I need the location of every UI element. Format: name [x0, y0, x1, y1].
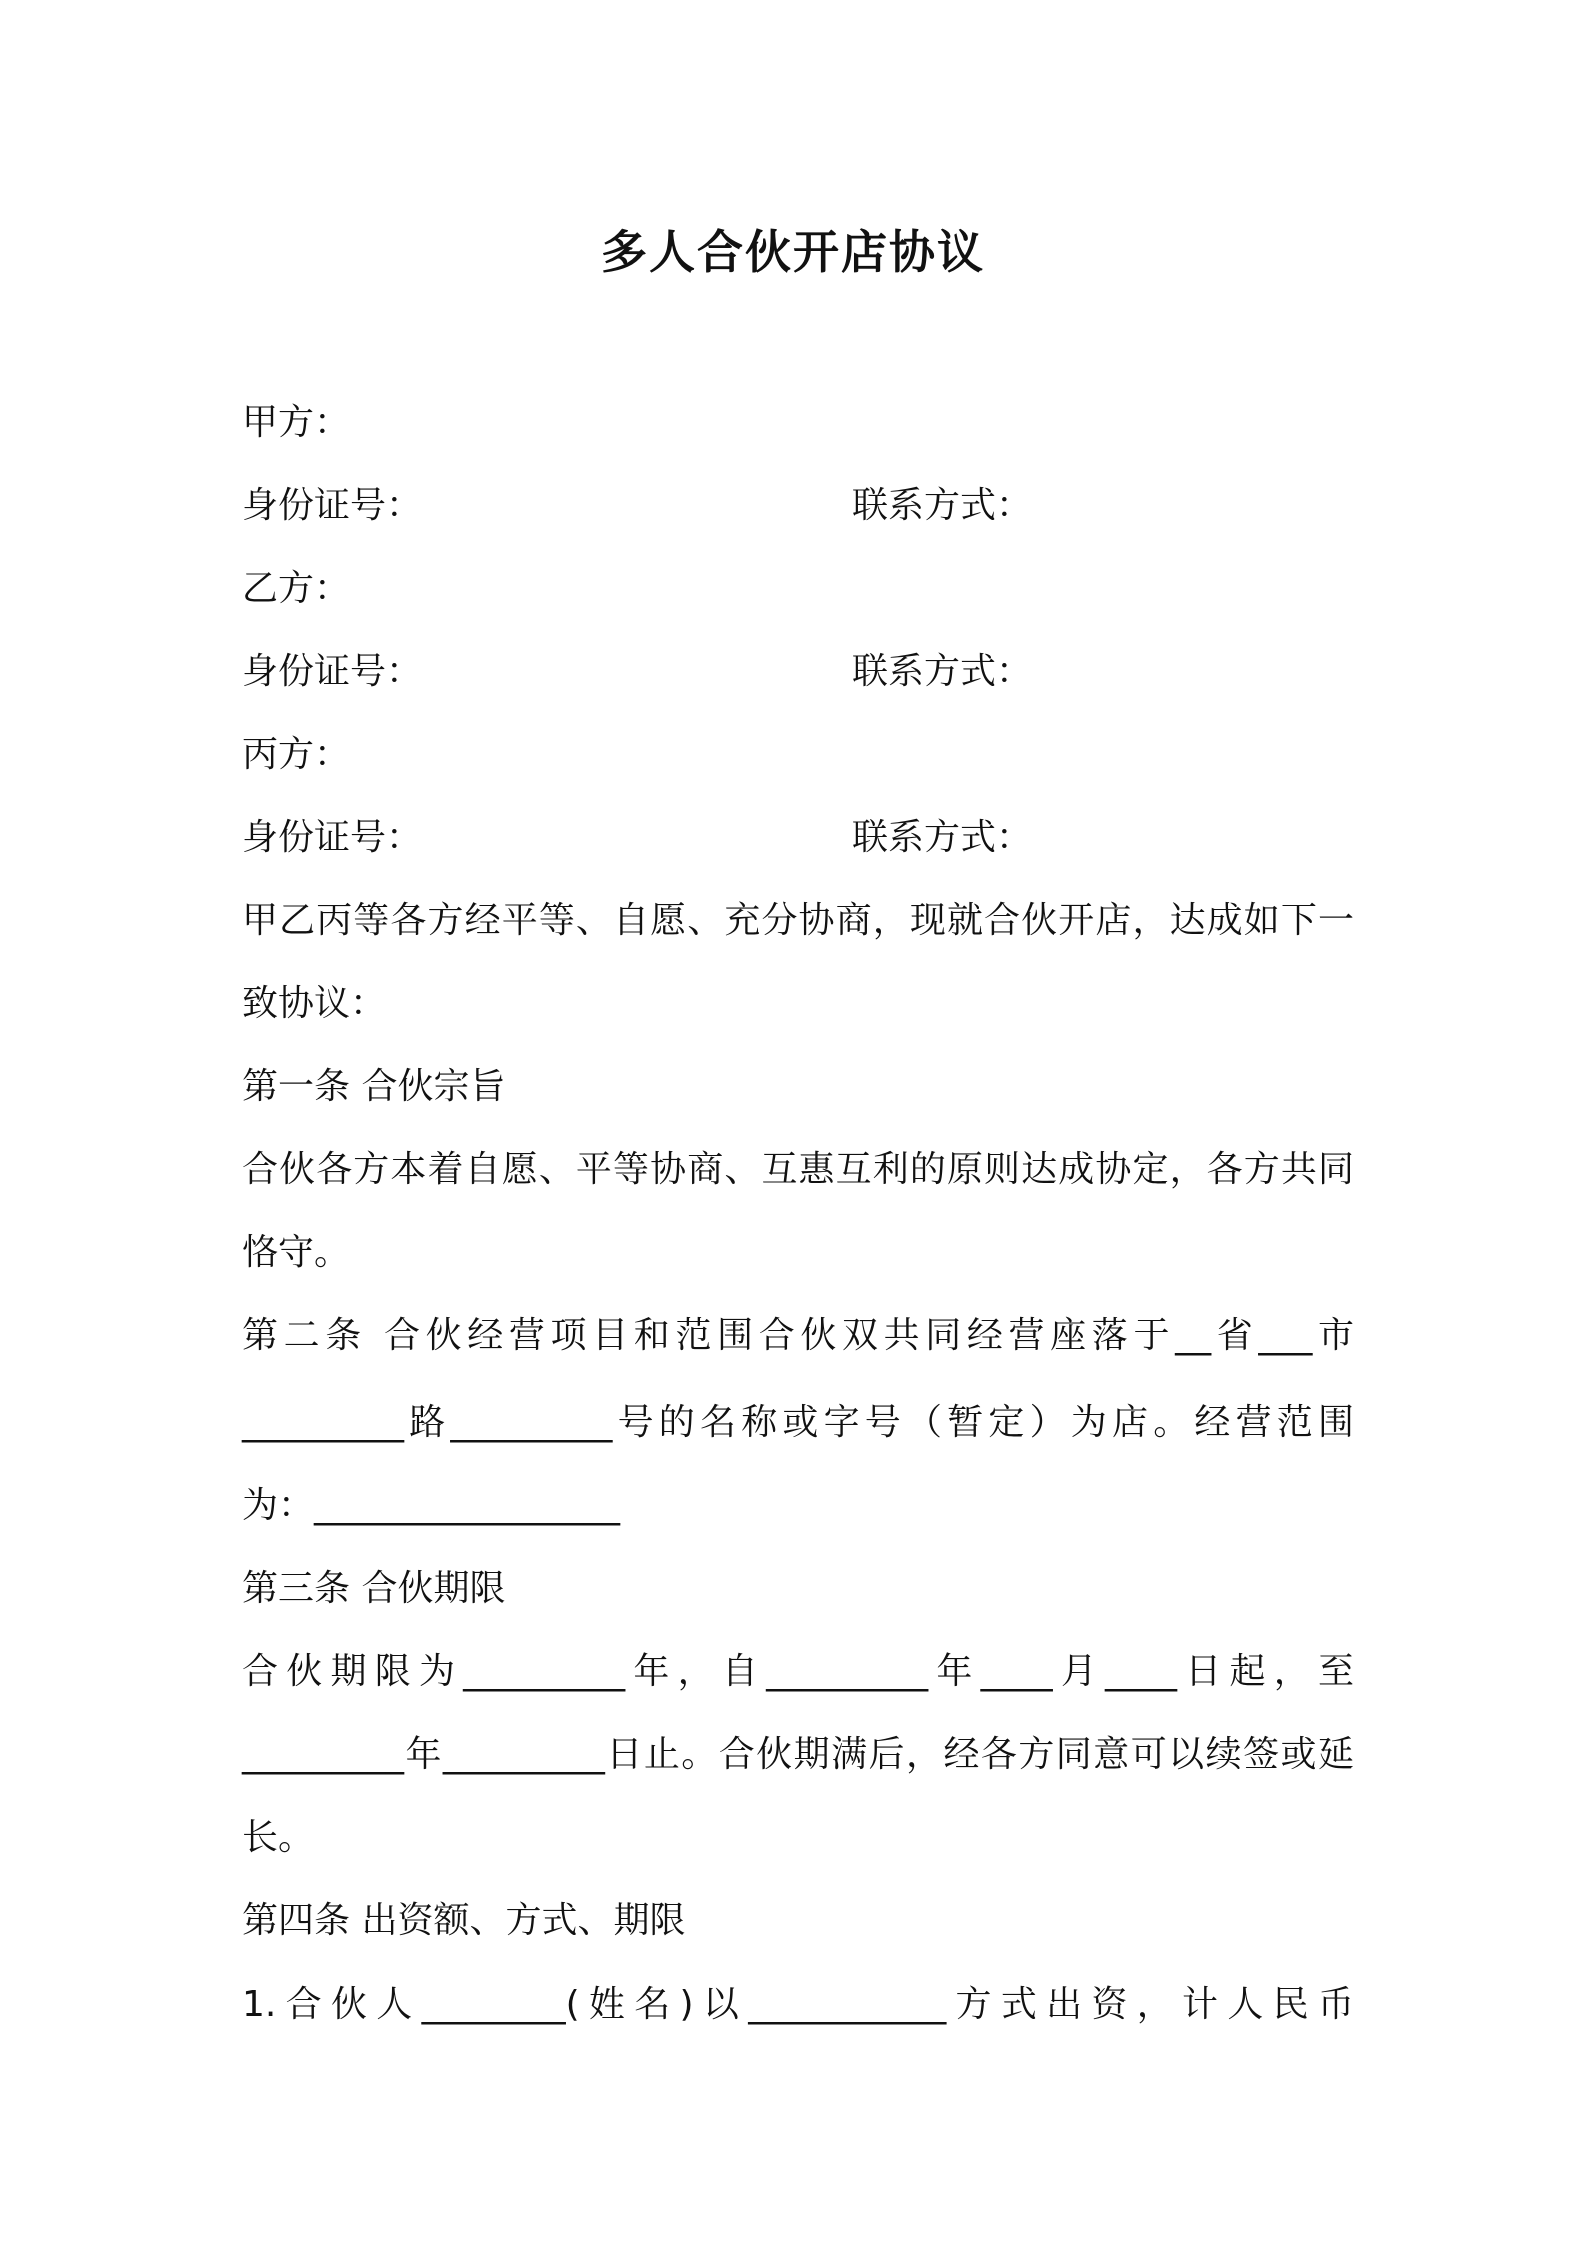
party-a-id-label: 身份证号： [242, 485, 423, 526]
article-2-line-1: 第二条 合伙经营项目和范围合伙双共同经营座落于__省___市 [242, 1315, 1354, 1356]
party-c-id-label: 身份证号： [242, 817, 423, 858]
party-c-contact-label: 联系方式： [852, 817, 1033, 858]
article-1-text-line-1: 合伙各方本着自愿、平等协商、互惠互利的原则达成协定，各方共同 [242, 1149, 1354, 1190]
article-2-line-2: _________路_________号的名称或字号（暂定）为店。经营范围 [242, 1402, 1354, 1443]
article-2-line-3: 为：_________________ [242, 1485, 621, 1526]
party-c-label: 丙方： [242, 734, 351, 775]
party-b-contact-label: 联系方式： [852, 651, 1033, 692]
article-4-item-1: 1.合伙人________(姓名)以___________方式出资，计人民币 [242, 1984, 1354, 2025]
party-b-id-label: 身份证号： [242, 651, 423, 692]
party-b-label: 乙方： [242, 568, 351, 609]
article-1-heading: 第一条 合伙宗旨 [242, 1066, 506, 1107]
article-3-line-1: 合伙期限为_________年，自_________年____月____日起，至 [242, 1651, 1354, 1692]
article-3-line-3: 长。 [242, 1817, 315, 1858]
party-a-contact-label: 联系方式： [852, 485, 1033, 526]
article-3-heading: 第三条 合伙期限 [242, 1568, 506, 1609]
article-1-text-line-2: 恪守。 [242, 1232, 351, 1273]
article-3-line-2: _________年_________日止。合伙期满后，经各方同意可以续签或延 [242, 1734, 1354, 1775]
party-a-label: 甲方： [242, 402, 351, 443]
document-title: 多人合伙开店协议 [601, 225, 985, 279]
preamble-line-2: 致协议： [242, 983, 387, 1024]
preamble-line-1: 甲乙丙等各方经平等、自愿、充分协商，现就合伙开店，达成如下一 [242, 900, 1354, 941]
article-4-heading: 第四条 出资额、方式、期限 [242, 1900, 686, 1941]
